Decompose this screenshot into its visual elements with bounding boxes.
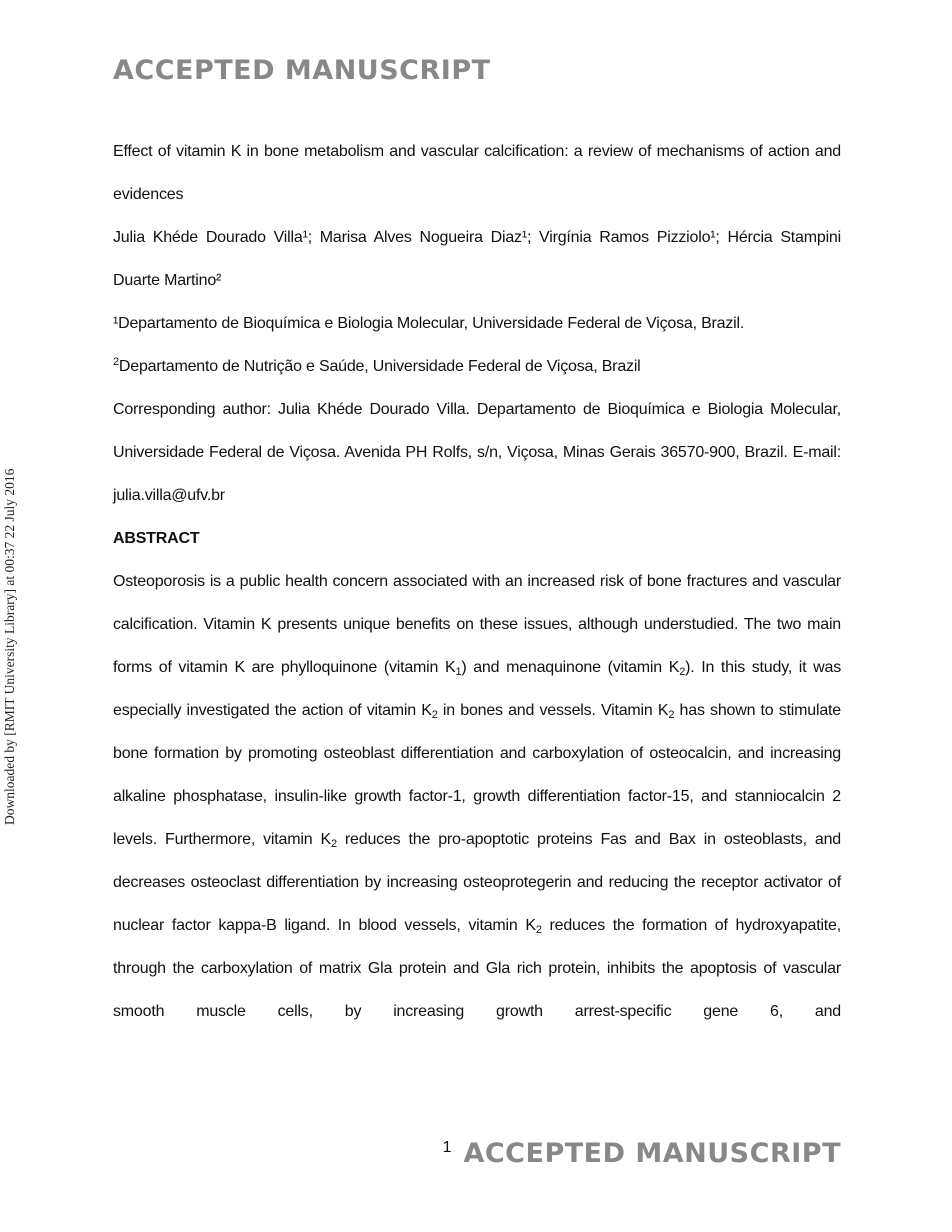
abstract-segment: Osteoporosis is a public health concern associated with an increased risk of bone fractures and vascular calcification. Vitamin K presents unique benefits on these issues, although understudied. The two main forms of vitamin K are phylloquinone (vitamin K (113, 573, 841, 676)
subscript: 2 (330, 838, 337, 850)
article-title: Effect of vitamin K in bone metabolism and vascular calcification: a review of mechanisms of action and evidences (113, 143, 841, 203)
subscript: 1 (455, 666, 462, 678)
abstract-segment: ). In this study, it was especially investigated the action of vitamin K (113, 659, 841, 719)
subscript: 2 (668, 709, 675, 721)
abstract-segment: reduces the formation of hydroxyapatite, through the carboxylation of matrix Gla protein and Gla rich protein, inhibits the apoptosis of vascular smooth muscle cells, by increasing growth arrest-specific gene 6, and (113, 917, 841, 1020)
page-number: 1 (442, 1139, 452, 1156)
abstract-heading: ABSTRACT (113, 530, 200, 547)
abstract-segment: reduces the pro-apoptotic proteins Fas and Bax in osteoblasts, and decreases osteoclast differentiation by increasing osteoprotegerin and reducing the receptor activator of nuclear factor kappa-B ligand. In blood vessels, vitamin K (113, 831, 841, 934)
subscript: 2 (431, 709, 438, 721)
page-footer (443, 1138, 841, 1169)
abstract-segment: ) and menaquinone (vitamin K (461, 659, 680, 676)
manuscript-body (113, 130, 841, 1033)
abstract-segment: in bones and vessels. Vitamin K (437, 702, 669, 719)
affiliation-1: ¹Departamento de Bioquímica e Biologia Molecular, Universidade Federal de Viçosa, Brazil. (113, 315, 745, 332)
subscript: 2 (679, 666, 686, 678)
affiliation-2-marker: 2 (113, 356, 119, 368)
subscript: 2 (535, 924, 542, 936)
download-watermark: Downloaded by [RMIT University Library] at 00:37 22 July 2016 (2, 468, 17, 825)
corresponding-author: Corresponding author: Julia Khéde Dourado Villa. Departamento de Bioquímica e Biologia Molecular, Universidade Federal de Viçosa. Avenida PH Rolfs, s/n, Viçosa, Minas Gerais 36570-900, Brazil. E-mail: julia.villa@ufv.br (113, 401, 841, 504)
accepted-manuscript-footer: ACCEPTED MANUSCRIPT (463, 1138, 841, 1169)
accepted-manuscript-header: ACCEPTED MANUSCRIPT (113, 55, 491, 86)
abstract-segment: has shown to stimulate bone formation by promoting osteoblast differentiation and carboxylation of osteocalcin, and increasing alkaline phosphatase, insulin-like growth factor-1, growth differentiation factor-15, and stanniocalcin 2 levels. Furthermore, vitamin K (113, 702, 841, 848)
affiliation-2 (113, 345, 841, 388)
abstract-text (113, 560, 841, 1033)
affiliation-2-text: Departamento de Nutrição e Saúde, Universidade Federal de Viçosa, Brazil (118, 358, 641, 375)
author-list: Julia Khéde Dourado Villa¹; Marisa Alves Nogueira Diaz¹; Virgínia Ramos Pizziolo¹; Hércia Stampini Duarte Martino² (113, 229, 841, 289)
